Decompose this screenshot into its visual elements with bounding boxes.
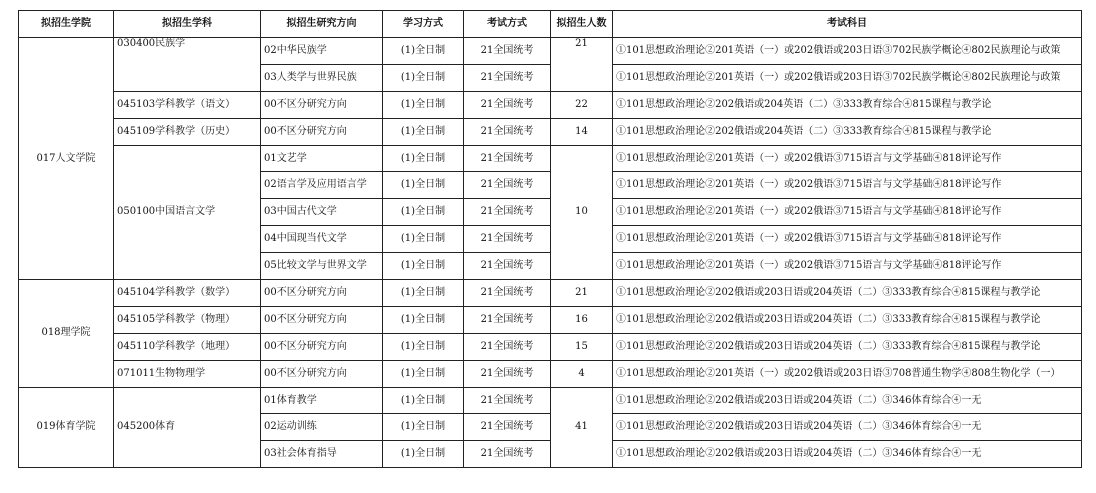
exam-mode-cell: 21全国统考	[464, 360, 551, 387]
direction-cell: 02运动训练	[261, 414, 383, 441]
college-cell: 017人文学院	[19, 38, 114, 280]
header-college: 拟招生学院	[19, 11, 114, 38]
admissions-table	[18, 10, 1082, 468]
subjects-cell: ①101思想政治理论②201英语（一）或202俄语③715语言与文学基础④818评论写作	[613, 253, 1082, 280]
header-direction: 拟招生研究方向	[261, 11, 383, 38]
study-mode-cell: (1)全日制	[383, 253, 464, 280]
major-cell: 045110学科教学（地理）	[114, 333, 261, 360]
study-mode-cell: (1)全日制	[383, 172, 464, 199]
quota-cell: 22	[551, 91, 613, 118]
exam-mode-cell: 21全国统考	[464, 253, 551, 280]
study-mode-cell: (1)全日制	[383, 118, 464, 145]
direction-cell: 03社会体育指导	[261, 441, 383, 468]
table-row	[19, 280, 1082, 307]
subjects-cell: ①101思想政治理论②201英语（一）或202俄语③715语言与文学基础④818评论写作	[613, 226, 1082, 253]
direction-cell: 01体育教学	[261, 387, 383, 414]
major-cell: 071011生物物理学	[114, 360, 261, 387]
exam-mode-cell: 21全国统考	[464, 38, 551, 65]
subjects-cell: ①101思想政治理论②202俄语或203日语或204英语（二）③346体育综合④一无	[613, 387, 1082, 414]
college-cell: 019体育学院	[19, 387, 114, 468]
subjects-cell: ①101思想政治理论②201英语（一）或202俄语③715语言与文学基础④818评论写作	[613, 172, 1082, 199]
study-mode-cell: (1)全日制	[383, 64, 464, 91]
subjects-cell: ①101思想政治理论②202俄语或203日语或204英语（二）③346体育综合④一无	[613, 441, 1082, 468]
exam-mode-cell: 21全国统考	[464, 280, 551, 307]
table-row	[19, 91, 1082, 118]
study-mode-cell: (1)全日制	[383, 38, 464, 65]
study-mode-cell: (1)全日制	[383, 441, 464, 468]
quota-cell: 4	[551, 360, 613, 387]
exam-mode-cell: 21全国统考	[464, 387, 551, 414]
header-quota: 拟招生人数	[551, 11, 613, 38]
header-major: 拟招生学科	[114, 11, 261, 38]
table-row	[19, 387, 1082, 414]
exam-mode-cell: 21全国统考	[464, 414, 551, 441]
subjects-cell: ①101思想政治理论②201英语（一）或202俄语③715语言与文学基础④818评论写作	[613, 145, 1082, 172]
study-mode-cell: (1)全日制	[383, 387, 464, 414]
quota-cell: 41	[551, 387, 613, 468]
table-row	[19, 145, 1082, 172]
college-cell: 018理学院	[19, 280, 114, 388]
direction-cell: 00不区分研究方向	[261, 118, 383, 145]
study-mode-cell: (1)全日制	[383, 91, 464, 118]
major-cell: 045103学科教学（语文）	[114, 91, 261, 118]
subjects-cell: ①101思想政治理论②201英语（一）或202俄语③715语言与文学基础④818评论写作	[613, 199, 1082, 226]
exam-mode-cell: 21全国统考	[464, 441, 551, 468]
exam-mode-cell: 21全国统考	[464, 333, 551, 360]
header-row	[19, 11, 1082, 38]
header-subjects: 考试科目	[613, 11, 1082, 38]
major-cell: 050100中国语言文学	[114, 145, 261, 279]
exam-mode-cell: 21全国统考	[464, 199, 551, 226]
quota-cell: 15	[551, 333, 613, 360]
study-mode-cell: (1)全日制	[383, 333, 464, 360]
direction-cell: 02语言学及应用语言学	[261, 172, 383, 199]
table-row	[19, 38, 1082, 65]
subjects-cell: ①101思想政治理论②201英语（一）或202俄语或203日语③702民族学概论④802民族理论与政策	[613, 38, 1082, 65]
major-cell: 045200体育	[114, 387, 261, 468]
exam-mode-cell: 21全国统考	[464, 145, 551, 172]
exam-mode-cell: 21全国统考	[464, 226, 551, 253]
direction-cell: 02中华民族学	[261, 38, 383, 65]
quota-cell: 16	[551, 306, 613, 333]
subjects-cell: ①101思想政治理论②202俄语或203日语或204英语（二）③333教育综合④815课程与教学论	[613, 280, 1082, 307]
direction-cell: 04中国现当代文学	[261, 226, 383, 253]
subjects-cell: ①101思想政治理论②202俄语或204英语（二）③333教育综合④815课程与教学论	[613, 118, 1082, 145]
study-mode-cell: (1)全日制	[383, 199, 464, 226]
quota-cell: 14	[551, 118, 613, 145]
direction-cell: 00不区分研究方向	[261, 306, 383, 333]
study-mode-cell: (1)全日制	[383, 226, 464, 253]
subjects-cell: ①101思想政治理论②201英语（一）或202俄语或203日语③702民族学概论④802民族理论与政策	[613, 64, 1082, 91]
direction-cell: 03人类学与世界民族	[261, 64, 383, 91]
direction-cell: 00不区分研究方向	[261, 360, 383, 387]
quota-cell: 10	[551, 145, 613, 279]
direction-cell: 00不区分研究方向	[261, 333, 383, 360]
study-mode-cell: (1)全日制	[383, 306, 464, 333]
study-mode-cell: (1)全日制	[383, 360, 464, 387]
subjects-cell: ①101思想政治理论②202俄语或203日语或204英语（二）③333教育综合④815课程与教学论	[613, 306, 1082, 333]
study-mode-cell: (1)全日制	[383, 414, 464, 441]
major-cell: 045104学科教学（数学）	[114, 280, 261, 307]
table-row	[19, 306, 1082, 333]
subjects-cell: ①101思想政治理论②202俄语或203日语或204英语（二）③333教育综合④815课程与教学论	[613, 333, 1082, 360]
header-exam-mode: 考试方式	[464, 11, 551, 38]
subjects-cell: ①101思想政治理论②201英语（一）或202俄语或203日语③708普通生物学④808生物化学（一）	[613, 360, 1082, 387]
direction-cell: 03中国古代文学	[261, 199, 383, 226]
study-mode-cell: (1)全日制	[383, 280, 464, 307]
direction-cell: 00不区分研究方向	[261, 280, 383, 307]
exam-mode-cell: 21全国统考	[464, 172, 551, 199]
table-row	[19, 333, 1082, 360]
quota-cell: 21	[551, 38, 613, 92]
study-mode-cell: (1)全日制	[383, 145, 464, 172]
exam-mode-cell: 21全国统考	[464, 118, 551, 145]
table-row	[19, 360, 1082, 387]
major-cell: 045109学科教学（历史）	[114, 118, 261, 145]
subjects-cell: ①101思想政治理论②202俄语或204英语（二）③333教育综合④815课程与教学论	[613, 91, 1082, 118]
direction-cell: 05比较文学与世界文学	[261, 253, 383, 280]
exam-mode-cell: 21全国统考	[464, 306, 551, 333]
table-row	[19, 118, 1082, 145]
exam-mode-cell: 21全国统考	[464, 91, 551, 118]
header-study-mode: 学习方式	[383, 11, 464, 38]
exam-mode-cell: 21全国统考	[464, 64, 551, 91]
subjects-cell: ①101思想政治理论②202俄语或203日语或204英语（二）③346体育综合④一无	[613, 414, 1082, 441]
major-cell: 030400民族学	[114, 38, 261, 92]
major-cell: 045105学科教学（物理）	[114, 306, 261, 333]
quota-cell: 21	[551, 280, 613, 307]
direction-cell: 00不区分研究方向	[261, 91, 383, 118]
direction-cell: 01文艺学	[261, 145, 383, 172]
